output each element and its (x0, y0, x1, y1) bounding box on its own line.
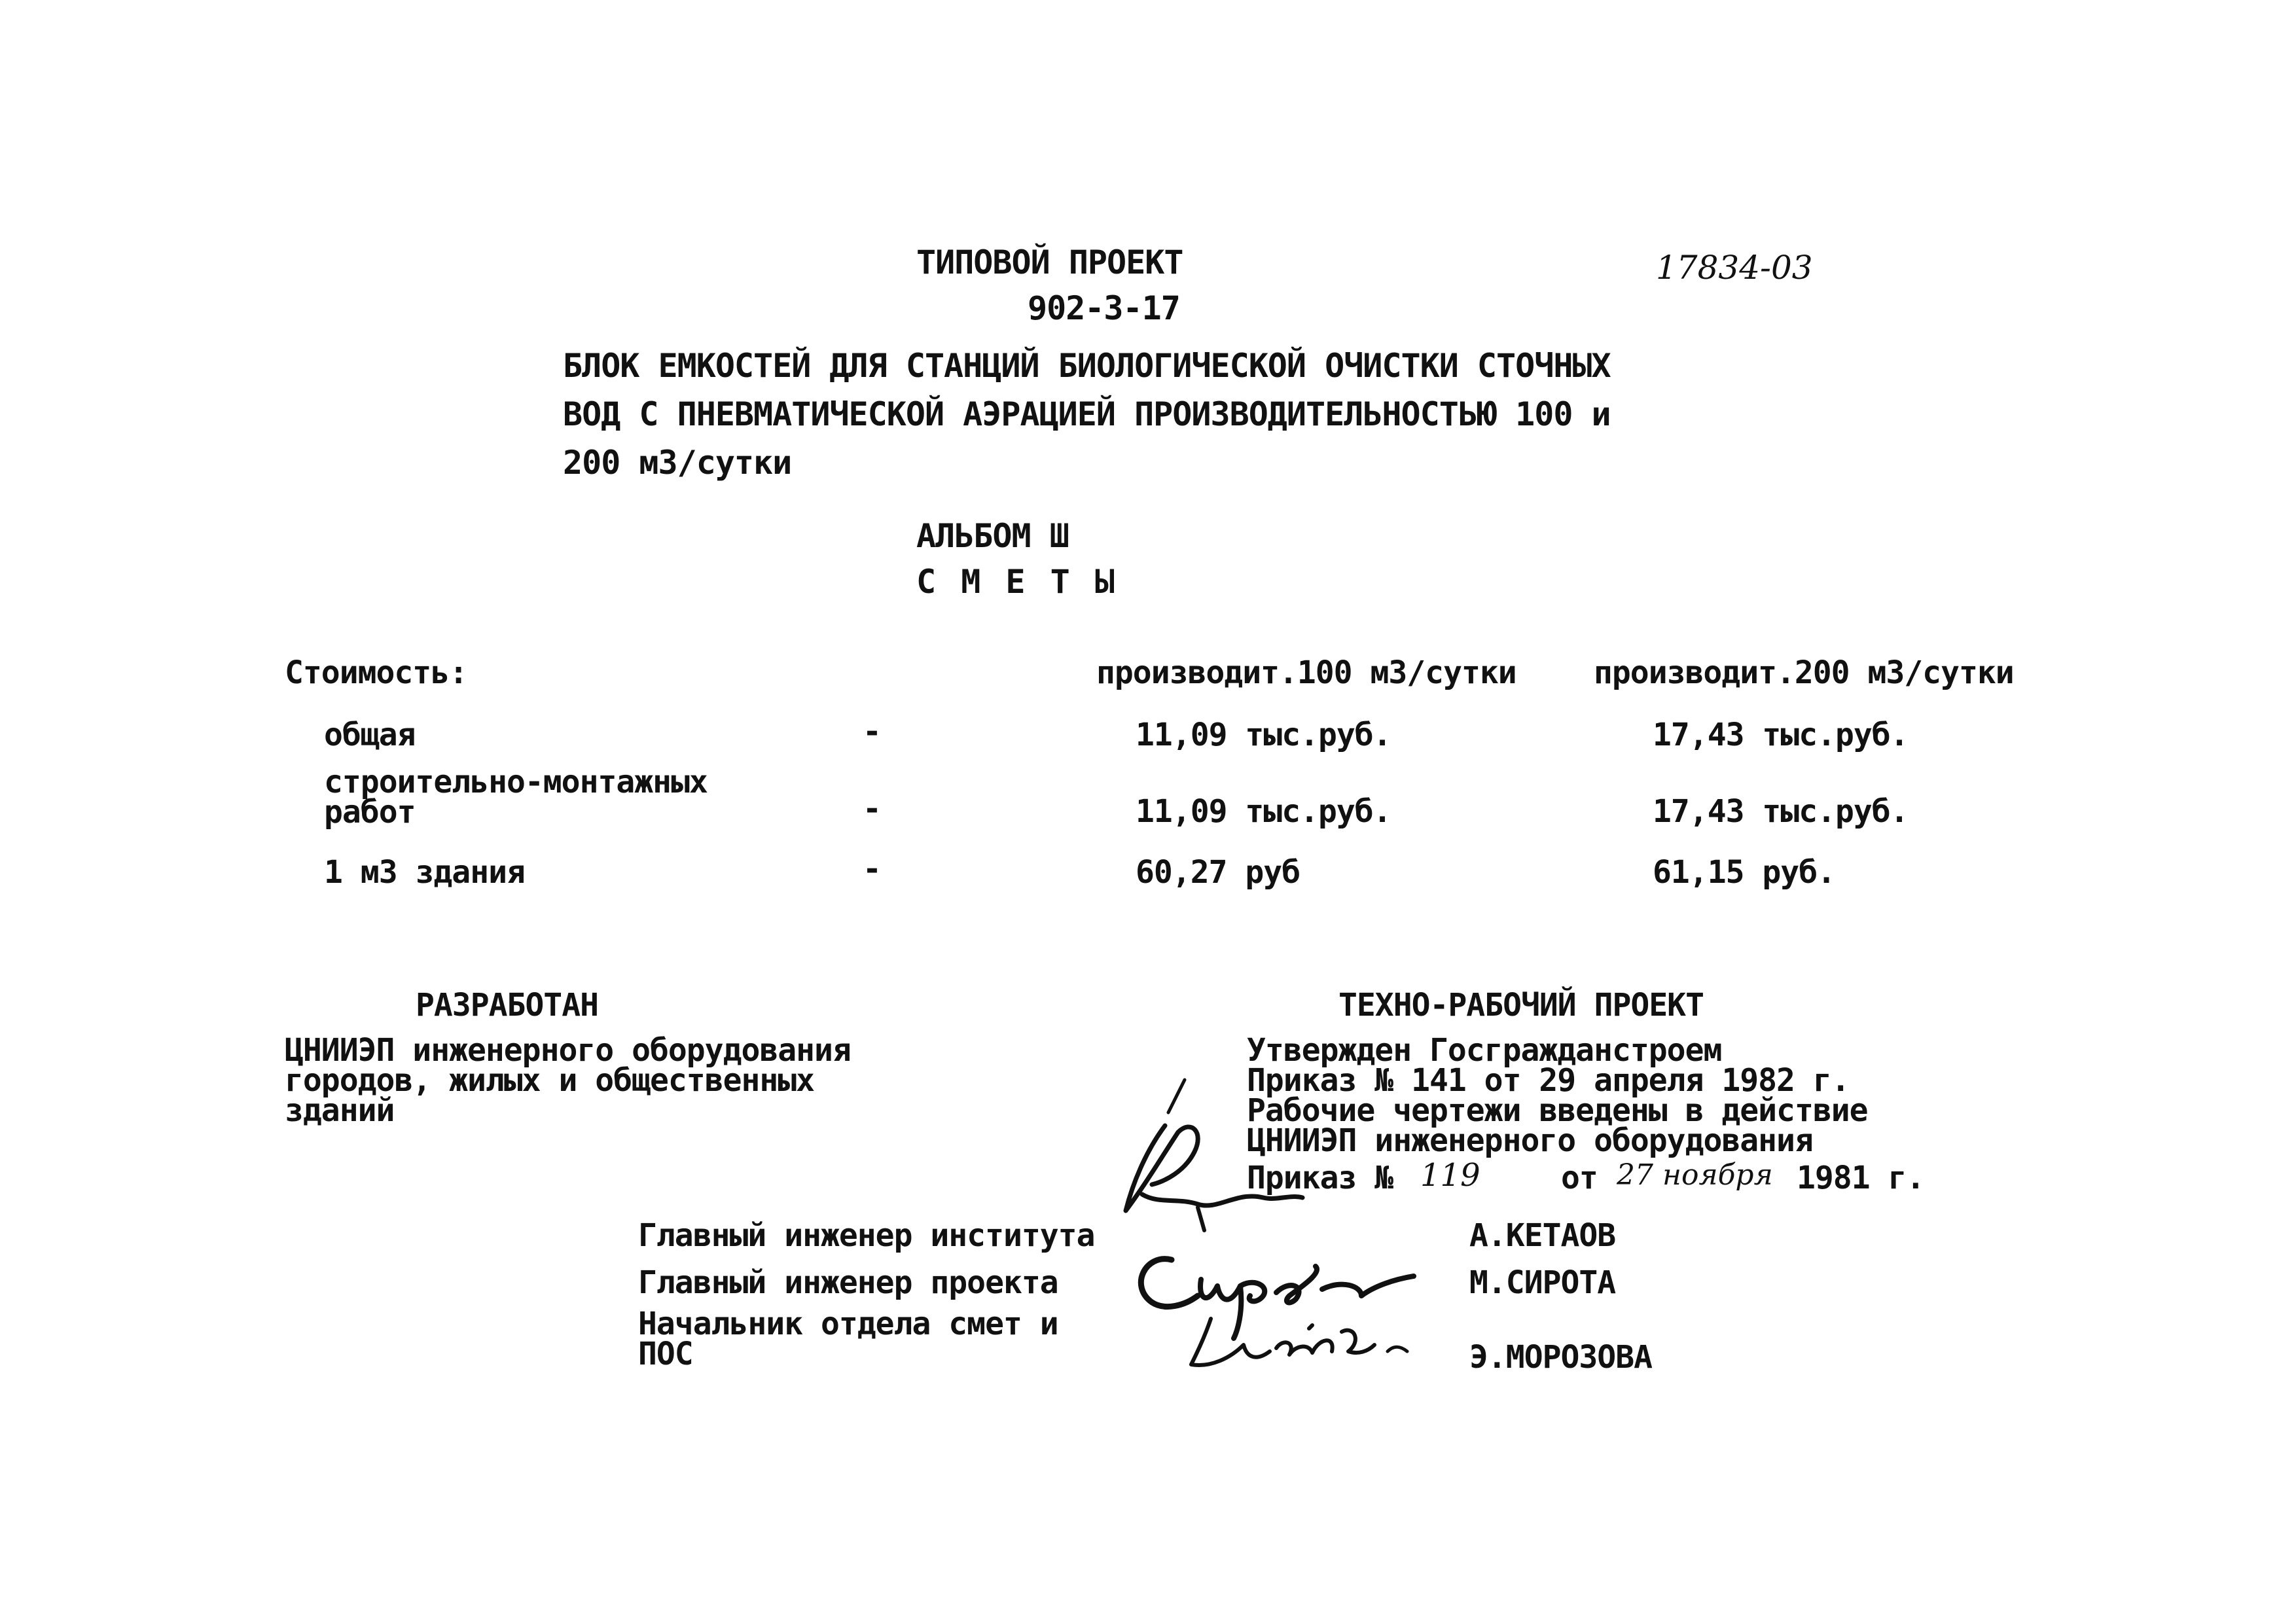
signatory-name-1: А.КЕТАОВ (1469, 1217, 1616, 1254)
developed-line-1: ЦНИИЭП инженерного оборудования (285, 1032, 851, 1069)
row-per-m3-value-100: 60,27 руб (1136, 854, 1300, 891)
approved-order-date: 27 ноября (1617, 1158, 1773, 1192)
signature-head-of-estimates (1185, 1306, 1420, 1384)
approved-order-year: 1981 г. (1797, 1160, 1925, 1196)
album-label: АЛЬБОМ Ш (916, 517, 1069, 555)
archive-number: 17834-03 (1656, 249, 1813, 287)
developed-heading: РАЗРАБОТАН (416, 987, 598, 1024)
estimates-title: С М Е Т Ы (916, 563, 1117, 601)
approved-order-number: 119 (1420, 1157, 1480, 1194)
row-construction-value-200: 17,43 тыс.руб. (1653, 793, 1909, 830)
signatory-role-3-line-2: ПОС (638, 1336, 693, 1372)
approved-line-1: Утвержден Госгражданстроем (1247, 1032, 1722, 1069)
title-line-3: 200 м3/сутки (563, 444, 792, 482)
row-total-dash: - (863, 713, 881, 750)
column-header-100: производит.100 м3/сутки (1096, 654, 1516, 691)
approved-line-4: ЦНИИЭП инженерного оборудования (1247, 1122, 1813, 1159)
approved-line-2: Приказ № 141 от 29 апреля 1982 г. (1247, 1062, 1850, 1099)
title-line-1: БЛОК ЕМКОСТЕЙ ДЛЯ СТАНЦИЙ БИОЛОГИЧЕСКОЙ ОЧИСТКИ СТОЧНЫХ (563, 347, 1611, 385)
approved-line-5-prefix: Приказ № (1247, 1160, 1393, 1196)
developed-line-3: зданий (285, 1092, 395, 1129)
title-line-2: ВОД С ПНЕВМАТИЧЕСКОЙ АЭРАЦИЕЙ ПРОИЗВОДИТЕЛЬНОСТЬЮ 100 и (563, 395, 1611, 433)
approved-heading: ТЕХНО-РАБОЧИЙ ПРОЕКТ (1338, 987, 1704, 1024)
column-header-200: производит.200 м3/сутки (1594, 654, 2014, 691)
signatory-role-3-line-1: Начальник отдела смет и (638, 1306, 1058, 1342)
row-construction-label-line-1: строительно-монтажных (324, 764, 708, 800)
row-per-m3-value-200: 61,15 руб. (1653, 854, 1835, 891)
row-construction-dash: - (863, 791, 881, 827)
row-total-label: общая (324, 717, 416, 753)
approved-line-3: Рабочие чертежи введены в действие (1247, 1092, 1868, 1129)
developed-line-2: городов, жилых и общественных (285, 1062, 815, 1099)
project-number: 902-3-17 (1028, 289, 1180, 327)
signatory-role-2: Главный инженер проекта (638, 1264, 1058, 1301)
signatory-name-2: М.СИРОТА (1469, 1264, 1616, 1301)
signature-chief-engineer-institute (1106, 1073, 1316, 1237)
row-construction-label-line-2: работ (324, 794, 416, 830)
cost-label: Стоимость: (285, 654, 467, 691)
signatory-name-3: Э.МОРОЗОВА (1469, 1339, 1652, 1376)
row-total-value-100: 11,09 тыс.руб. (1136, 717, 1391, 753)
project-type: ТИПОВОЙ ПРОЕКТ (916, 243, 1183, 281)
approved-line-5-from: от (1561, 1160, 1598, 1196)
signatory-role-1: Главный инженер института (638, 1217, 1095, 1254)
row-construction-value-100: 11,09 тыс.руб. (1136, 793, 1391, 830)
row-per-m3-dash: - (863, 851, 881, 887)
row-total-value-200: 17,43 тыс.руб. (1653, 717, 1909, 753)
row-per-m3-label: 1 м3 здания (324, 854, 525, 891)
